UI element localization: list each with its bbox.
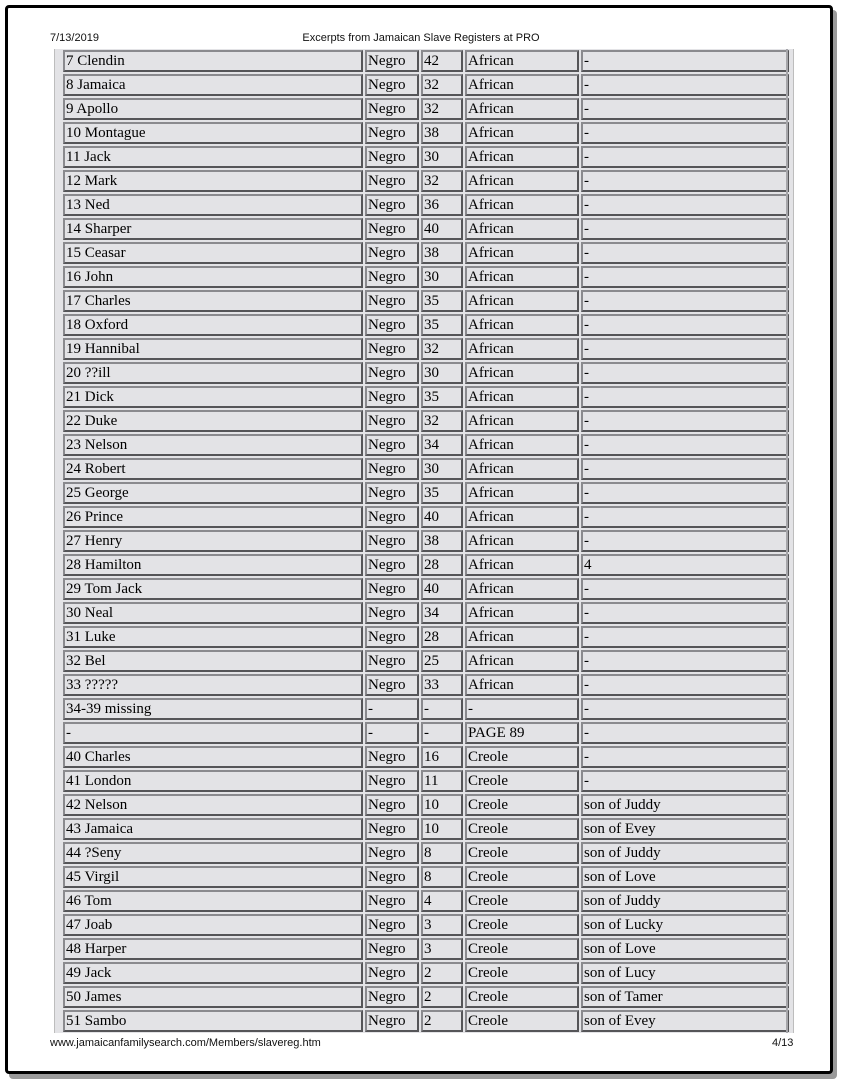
table-row (63, 410, 789, 432)
remarks-cell: son of Juddy (581, 794, 789, 816)
table-row (63, 938, 789, 960)
remarks-cell: - (581, 746, 789, 768)
table-row (63, 338, 789, 360)
name-cell: 10 Montague (63, 122, 363, 144)
age-cell: 30 (421, 146, 463, 168)
origin-cell: African (465, 410, 579, 432)
remarks-cell: - (581, 266, 789, 288)
table-row (63, 866, 789, 888)
table-row (63, 482, 789, 504)
origin-cell: African (465, 170, 579, 192)
remarks-cell: - (581, 722, 789, 744)
name-cell: 8 Jamaica (63, 74, 363, 96)
remarks-cell: - (581, 602, 789, 624)
name-cell: 49 Jack (63, 962, 363, 984)
name-cell: 14 Sharper (63, 218, 363, 240)
age-cell: 28 (421, 554, 463, 576)
age-cell: 42 (421, 50, 463, 72)
remarks-cell: - (581, 290, 789, 312)
age-cell: 32 (421, 170, 463, 192)
color-cell: Negro (365, 938, 419, 960)
remarks-cell: - (581, 482, 789, 504)
origin-cell: Creole (465, 770, 579, 792)
age-cell: 3 (421, 914, 463, 936)
table-row (63, 818, 789, 840)
name-cell: 12 Mark (63, 170, 363, 192)
color-cell: Negro (365, 506, 419, 528)
origin-cell: Creole (465, 986, 579, 1008)
remarks-cell: - (581, 122, 789, 144)
table-row (63, 650, 789, 672)
name-cell: 44 ?Seny (63, 842, 363, 864)
age-cell: 40 (421, 506, 463, 528)
name-cell: 15 Ceasar (63, 242, 363, 264)
name-cell: 50 James (63, 986, 363, 1008)
origin-cell: African (465, 98, 579, 120)
table-row (63, 98, 789, 120)
color-cell: Negro (365, 746, 419, 768)
table-row (63, 890, 789, 912)
age-cell: 35 (421, 386, 463, 408)
origin-cell: Creole (465, 818, 579, 840)
origin-cell: African (465, 386, 579, 408)
origin-cell: Creole (465, 746, 579, 768)
remarks-cell: - (581, 626, 789, 648)
origin-cell: African (465, 674, 579, 696)
age-cell: 35 (421, 314, 463, 336)
remarks-cell: - (581, 314, 789, 336)
origin-cell: African (465, 602, 579, 624)
color-cell: Negro (365, 194, 419, 216)
age-cell: - (421, 698, 463, 720)
age-cell: 16 (421, 746, 463, 768)
table-row (63, 986, 789, 1008)
name-cell: 28 Hamilton (63, 554, 363, 576)
age-cell: - (421, 722, 463, 744)
name-cell: 27 Henry (63, 530, 363, 552)
origin-cell: African (465, 650, 579, 672)
remarks-cell: - (581, 74, 789, 96)
color-cell: Negro (365, 626, 419, 648)
color-cell: Negro (365, 530, 419, 552)
color-cell: Negro (365, 674, 419, 696)
color-cell: Negro (365, 866, 419, 888)
table-row (63, 842, 789, 864)
name-cell: 29 Tom Jack (63, 578, 363, 600)
age-cell: 2 (421, 1010, 463, 1032)
remarks-cell: son of Juddy (581, 890, 789, 912)
age-cell: 2 (421, 962, 463, 984)
table-row (63, 794, 789, 816)
color-cell: Negro (365, 458, 419, 480)
age-cell: 2 (421, 986, 463, 1008)
origin-cell: African (465, 290, 579, 312)
color-cell: Negro (365, 1010, 419, 1032)
table-row (63, 314, 789, 336)
origin-cell: African (465, 506, 579, 528)
remarks-cell: - (581, 338, 789, 360)
origin-cell: African (465, 362, 579, 384)
origin-cell: African (465, 578, 579, 600)
origin-cell: African (465, 434, 579, 456)
page-number: 4/13 (772, 1037, 794, 1049)
remarks-cell: - (581, 170, 789, 192)
remarks-cell: - (581, 530, 789, 552)
remarks-cell: - (581, 578, 789, 600)
age-cell: 36 (421, 194, 463, 216)
origin-cell: African (465, 530, 579, 552)
origin-cell: African (465, 314, 579, 336)
print-date: 7/13/2019 (50, 32, 99, 44)
table-row (63, 530, 789, 552)
name-cell: 16 John (63, 266, 363, 288)
color-cell: Negro (365, 914, 419, 936)
color-cell: Negro (365, 554, 419, 576)
table-row (63, 458, 789, 480)
age-cell: 30 (421, 362, 463, 384)
remarks-cell: son of Tamer (581, 986, 789, 1008)
name-cell: 30 Neal (63, 602, 363, 624)
remarks-cell: - (581, 50, 789, 72)
origin-cell: Creole (465, 866, 579, 888)
origin-cell: African (465, 122, 579, 144)
table-row (63, 146, 789, 168)
name-cell: 13 Ned (63, 194, 363, 216)
footer-url: www.jamaicanfamilysearch.com/Members/slavereg.htm (50, 1037, 321, 1049)
remarks-cell: - (581, 434, 789, 456)
age-cell: 8 (421, 866, 463, 888)
origin-cell: African (465, 338, 579, 360)
name-cell: 33 ????? (63, 674, 363, 696)
age-cell: 10 (421, 794, 463, 816)
table-row (63, 746, 789, 768)
remarks-cell: - (581, 362, 789, 384)
name-cell: 9 Apollo (63, 98, 363, 120)
color-cell: - (365, 722, 419, 744)
age-cell: 8 (421, 842, 463, 864)
color-cell: Negro (365, 410, 419, 432)
remarks-cell: - (581, 506, 789, 528)
age-cell: 32 (421, 98, 463, 120)
origin-cell: African (465, 194, 579, 216)
age-cell: 10 (421, 818, 463, 840)
name-cell: 24 Robert (63, 458, 363, 480)
origin-cell: African (465, 74, 579, 96)
color-cell: Negro (365, 890, 419, 912)
age-cell: 33 (421, 674, 463, 696)
table-row (63, 602, 789, 624)
table-row (63, 698, 789, 720)
table-row (63, 218, 789, 240)
name-cell: 11 Jack (63, 146, 363, 168)
name-cell: 17 Charles (63, 290, 363, 312)
name-cell: 22 Duke (63, 410, 363, 432)
age-cell: 35 (421, 290, 463, 312)
color-cell: Negro (365, 314, 419, 336)
remarks-cell: son of Evey (581, 1010, 789, 1032)
color-cell: Negro (365, 482, 419, 504)
origin-cell: African (465, 242, 579, 264)
table-row (63, 578, 789, 600)
remarks-cell: - (581, 386, 789, 408)
table-row (63, 290, 789, 312)
name-cell: 47 Joab (63, 914, 363, 936)
color-cell: Negro (365, 602, 419, 624)
age-cell: 3 (421, 938, 463, 960)
remarks-cell: - (581, 674, 789, 696)
table-row (63, 170, 789, 192)
name-cell: 42 Nelson (63, 794, 363, 816)
color-cell: Negro (365, 962, 419, 984)
remarks-cell: - (581, 770, 789, 792)
table-row (63, 194, 789, 216)
age-cell: 34 (421, 602, 463, 624)
name-cell: 45 Virgil (63, 866, 363, 888)
remarks-cell: son of Lucy (581, 962, 789, 984)
remarks-cell: - (581, 98, 789, 120)
color-cell: Negro (365, 362, 419, 384)
color-cell: Negro (365, 578, 419, 600)
origin-cell: Creole (465, 1010, 579, 1032)
origin-cell: African (465, 266, 579, 288)
remarks-cell: - (581, 194, 789, 216)
remarks-cell: - (581, 242, 789, 264)
table-row (63, 914, 789, 936)
name-cell: 25 George (63, 482, 363, 504)
color-cell: Negro (365, 170, 419, 192)
origin-cell: African (465, 458, 579, 480)
remarks-cell: - (581, 146, 789, 168)
origin-cell: African (465, 554, 579, 576)
color-cell: Negro (365, 986, 419, 1008)
origin-cell: African (465, 626, 579, 648)
name-cell: 21 Dick (63, 386, 363, 408)
color-cell: - (365, 698, 419, 720)
name-cell: 26 Prince (63, 506, 363, 528)
origin-cell: Creole (465, 914, 579, 936)
name-cell: 7 Clendin (63, 50, 363, 72)
name-cell: 23 Nelson (63, 434, 363, 456)
origin-cell: African (465, 146, 579, 168)
origin-cell: Creole (465, 938, 579, 960)
color-cell: Negro (365, 74, 419, 96)
age-cell: 30 (421, 458, 463, 480)
table-row (63, 506, 789, 528)
remarks-cell: son of Juddy (581, 842, 789, 864)
remarks-cell: - (581, 410, 789, 432)
color-cell: Negro (365, 338, 419, 360)
color-cell: Negro (365, 770, 419, 792)
age-cell: 32 (421, 410, 463, 432)
color-cell: Negro (365, 266, 419, 288)
table-row (63, 122, 789, 144)
age-cell: 11 (421, 770, 463, 792)
color-cell: Negro (365, 290, 419, 312)
table-row (63, 770, 789, 792)
remarks-cell: son of Love (581, 938, 789, 960)
table-row (63, 722, 789, 744)
table-row (63, 242, 789, 264)
slave-register-table (61, 49, 791, 1033)
age-cell: 34 (421, 434, 463, 456)
table-row (63, 362, 789, 384)
table-row (63, 50, 789, 72)
table-row (63, 434, 789, 456)
name-cell: 48 Harper (63, 938, 363, 960)
color-cell: Negro (365, 50, 419, 72)
remarks-cell: son of Lucky (581, 914, 789, 936)
color-cell: Negro (365, 434, 419, 456)
table-row (63, 626, 789, 648)
color-cell: Negro (365, 122, 419, 144)
name-cell: 31 Luke (63, 626, 363, 648)
origin-cell: - (465, 698, 579, 720)
age-cell: 32 (421, 74, 463, 96)
page-title: Excerpts from Jamaican Slave Registers at PRO (302, 32, 540, 44)
register-page (54, 49, 794, 1033)
origin-cell: African (465, 218, 579, 240)
origin-cell: Creole (465, 890, 579, 912)
color-cell: Negro (365, 386, 419, 408)
origin-cell: Creole (465, 842, 579, 864)
remarks-cell: - (581, 458, 789, 480)
table-row (63, 674, 789, 696)
name-cell: - (63, 722, 363, 744)
color-cell: Negro (365, 218, 419, 240)
color-cell: Negro (365, 794, 419, 816)
color-cell: Negro (365, 842, 419, 864)
name-cell: 41 London (63, 770, 363, 792)
table-row (63, 554, 789, 576)
age-cell: 40 (421, 218, 463, 240)
age-cell: 32 (421, 338, 463, 360)
table-row (63, 962, 789, 984)
age-cell: 38 (421, 122, 463, 144)
origin-cell: African (465, 482, 579, 504)
remarks-cell: - (581, 218, 789, 240)
age-cell: 4 (421, 890, 463, 912)
origin-cell: Creole (465, 962, 579, 984)
color-cell: Negro (365, 242, 419, 264)
age-cell: 28 (421, 626, 463, 648)
table-row (63, 266, 789, 288)
age-cell: 38 (421, 242, 463, 264)
name-cell: 43 Jamaica (63, 818, 363, 840)
color-cell: Negro (365, 146, 419, 168)
name-cell: 18 Oxford (63, 314, 363, 336)
remarks-cell: son of Evey (581, 818, 789, 840)
age-cell: 35 (421, 482, 463, 504)
remarks-cell: - (581, 650, 789, 672)
name-cell: 32 Bel (63, 650, 363, 672)
name-cell: 46 Tom (63, 890, 363, 912)
name-cell: 34-39 missing (63, 698, 363, 720)
age-cell: 40 (421, 578, 463, 600)
name-cell: 40 Charles (63, 746, 363, 768)
table-row (63, 386, 789, 408)
name-cell: 51 Sambo (63, 1010, 363, 1032)
remarks-cell: 4 (581, 554, 789, 576)
remarks-cell: - (581, 698, 789, 720)
remarks-cell: son of Love (581, 866, 789, 888)
name-cell: 20 ??ill (63, 362, 363, 384)
origin-cell: African (465, 50, 579, 72)
origin-cell: PAGE 89 (465, 722, 579, 744)
table-row (63, 74, 789, 96)
color-cell: Negro (365, 98, 419, 120)
age-cell: 25 (421, 650, 463, 672)
name-cell: 19 Hannibal (63, 338, 363, 360)
color-cell: Negro (365, 650, 419, 672)
color-cell: Negro (365, 818, 419, 840)
age-cell: 30 (421, 266, 463, 288)
table-row (63, 1010, 789, 1032)
age-cell: 38 (421, 530, 463, 552)
origin-cell: Creole (465, 794, 579, 816)
